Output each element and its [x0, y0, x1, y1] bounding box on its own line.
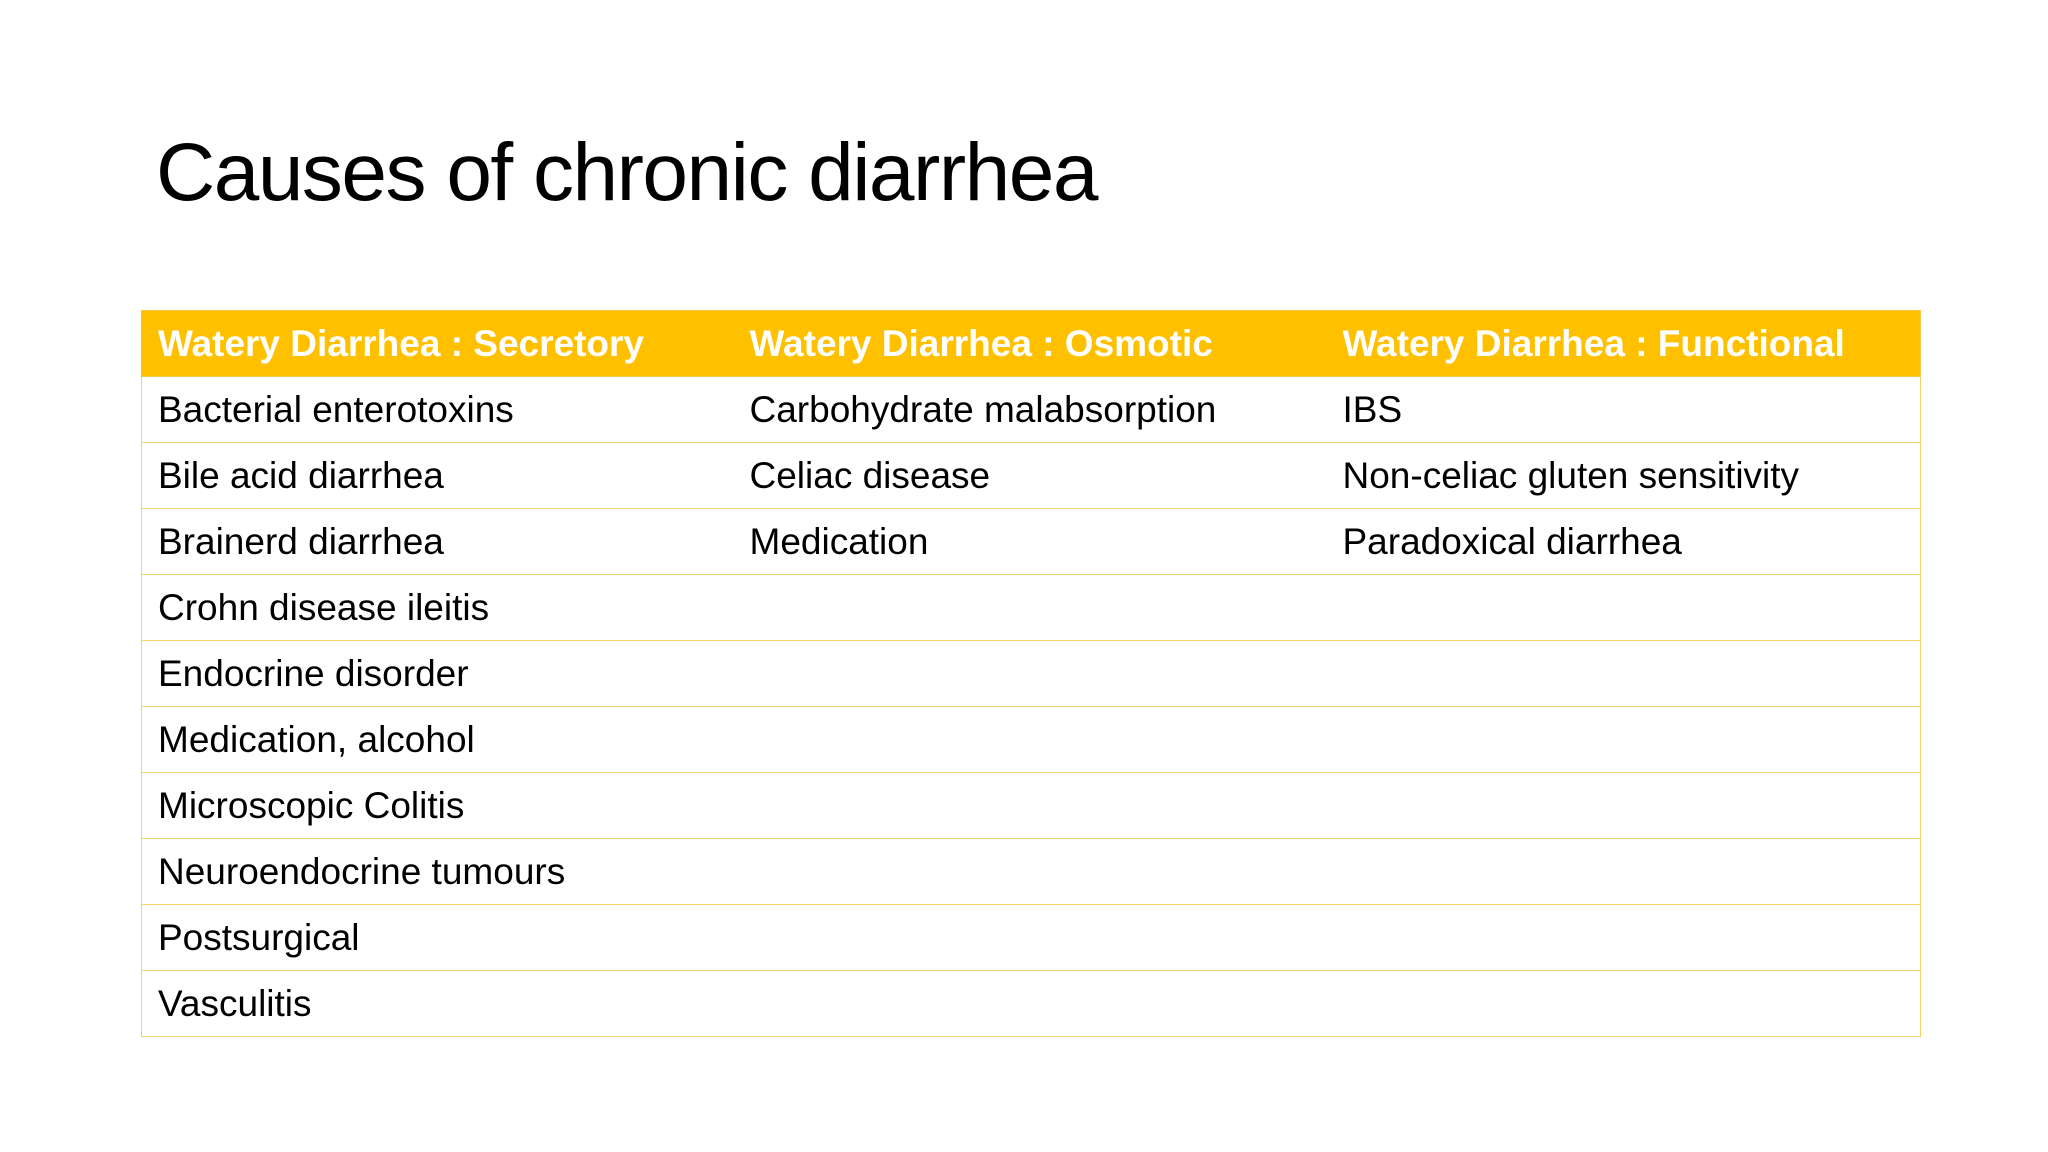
table-cell-secretory: Neuroendocrine tumours — [142, 839, 734, 905]
table-row — [142, 773, 1921, 839]
table-cell-functional — [1327, 641, 1921, 707]
table-cell-functional — [1327, 971, 1921, 1037]
table-cell-osmotic: Carbohydrate malabsorption — [734, 377, 1327, 443]
table-header-row — [142, 311, 1921, 377]
table-row — [142, 905, 1921, 971]
table-cell-functional — [1327, 905, 1921, 971]
table-cell-functional: IBS — [1327, 377, 1921, 443]
table-row — [142, 377, 1921, 443]
table-cell-osmotic — [734, 971, 1327, 1037]
table-cell-osmotic — [734, 707, 1327, 773]
table-cell-functional — [1327, 575, 1921, 641]
table-cell-secretory: Microscopic Colitis — [142, 773, 734, 839]
table-cell-secretory: Postsurgical — [142, 905, 734, 971]
table-cell-functional — [1327, 839, 1921, 905]
table-row — [142, 509, 1921, 575]
table-header — [142, 311, 1921, 377]
header-functional: Watery Diarrhea : Functional — [1327, 311, 1921, 377]
table-cell-functional: Paradoxical diarrhea — [1327, 509, 1921, 575]
table-row — [142, 707, 1921, 773]
table-row — [142, 971, 1921, 1037]
table-row — [142, 839, 1921, 905]
causes-table — [141, 310, 1921, 1037]
causes-table-container — [141, 310, 1920, 1037]
table-row — [142, 575, 1921, 641]
table-cell-osmotic: Celiac disease — [734, 443, 1327, 509]
table-cell-osmotic — [734, 905, 1327, 971]
table-cell-secretory: Endocrine disorder — [142, 641, 734, 707]
table-cell-secretory: Vasculitis — [142, 971, 734, 1037]
table-row — [142, 443, 1921, 509]
table-body — [142, 377, 1921, 1037]
table-row — [142, 641, 1921, 707]
table-cell-secretory: Brainerd diarrhea — [142, 509, 734, 575]
header-osmotic: Watery Diarrhea : Osmotic — [734, 311, 1327, 377]
table-cell-osmotic: Medication — [734, 509, 1327, 575]
table-cell-secretory: Crohn disease ileitis — [142, 575, 734, 641]
table-cell-osmotic — [734, 839, 1327, 905]
table-cell-secretory: Bile acid diarrhea — [142, 443, 734, 509]
slide-title: Causes of chronic diarrhea — [156, 127, 1097, 218]
table-cell-functional — [1327, 707, 1921, 773]
table-cell-secretory: Medication, alcohol — [142, 707, 734, 773]
table-cell-functional: Non-celiac gluten sensitivity — [1327, 443, 1921, 509]
table-cell-functional — [1327, 773, 1921, 839]
header-secretory: Watery Diarrhea : Secretory — [142, 311, 734, 377]
table-cell-osmotic — [734, 641, 1327, 707]
table-cell-osmotic — [734, 773, 1327, 839]
table-cell-osmotic — [734, 575, 1327, 641]
table-cell-secretory: Bacterial enterotoxins — [142, 377, 734, 443]
